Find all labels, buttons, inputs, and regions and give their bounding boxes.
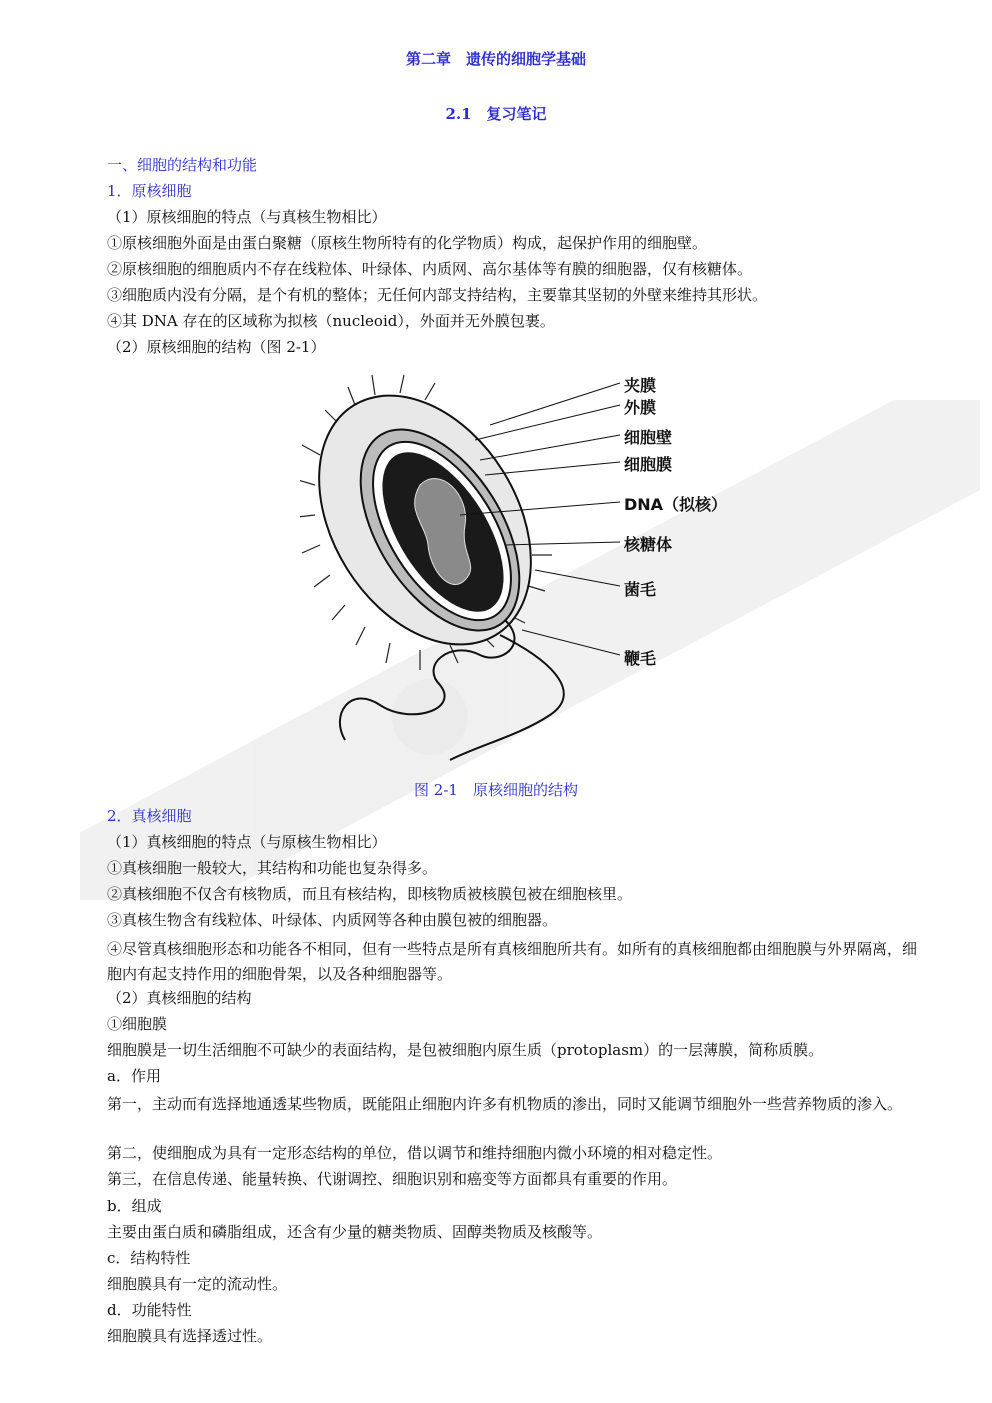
eukaryote-structure-heading: （2）真核细胞的结构 bbox=[107, 989, 252, 1007]
function-item-1: 第一，主动而有选择地通透某些物质，既能阻止细胞内许多有机物质的渗出，同时又能调节细胞外一些营养物质的渗入。 bbox=[107, 1095, 903, 1113]
figure-caption: 图 2-1 原核细胞的结构 bbox=[414, 781, 578, 799]
membrane-definition: 细胞膜是一切生活细胞不可缺少的表面结构，是包被细胞内原生质（protoplasm）的一层薄膜，简称质膜。 bbox=[107, 1041, 824, 1059]
prokaryote-features-heading: （1）原核细胞的特点（与真核生物相比） bbox=[107, 208, 387, 226]
label-dna-nucleoid: DNA（拟核） bbox=[624, 495, 728, 514]
eukaryote-item-2: ②真核细胞不仅含有核物质，而且有核结构，即核物质被核膜包被在细胞核里。 bbox=[107, 885, 633, 903]
prokaryote-item-3: ③细胞质内没有分隔，是个有机的整体；无任何内部支持结构，主要靠其坚韧的外壁来维持其形状。 bbox=[107, 286, 768, 304]
function-heading: a．作用 bbox=[107, 1067, 161, 1085]
composition-text: 主要由蛋白质和磷脂组成，还含有少量的糖类物质、固醇类物质及核酸等。 bbox=[107, 1223, 603, 1241]
function-item-2: 第二，使细胞成为具有一定形态结构的单位，借以调节和维持细胞内微小环境的相对稳定性。 bbox=[107, 1144, 723, 1162]
composition-heading: b．组成 bbox=[107, 1197, 162, 1215]
prokaryote-item-1: ①原核细胞外面是由蛋白聚糖（原核生物所特有的化学物质）构成，起保护作用的细胞壁。 bbox=[107, 234, 708, 252]
section-title: 2.1 复习笔记 bbox=[445, 105, 547, 123]
function-feature-text: 细胞膜具有选择透过性。 bbox=[107, 1327, 273, 1345]
label-ribosome: 核糖体 bbox=[624, 535, 673, 554]
membrane-heading: ①细胞膜 bbox=[107, 1015, 168, 1033]
eukaryote-heading: 2．真核细胞 bbox=[107, 807, 192, 825]
label-capsule: 夹膜 bbox=[624, 376, 657, 395]
function-feature-heading: d．功能特性 bbox=[107, 1301, 192, 1319]
label-flagellum: 鞭毛 bbox=[624, 649, 657, 668]
label-pili: 菌毛 bbox=[624, 580, 657, 599]
structure-feature-heading: c．结构特性 bbox=[107, 1249, 191, 1267]
section-heading: 一、细胞的结构和功能 bbox=[107, 156, 258, 174]
prokaryote-item-2: ②原核细胞的细胞质内不存在线粒体、叶绿体、内质网、高尔基体等有膜的细胞器，仅有核糖体。 bbox=[107, 260, 753, 278]
eukaryote-item-4: ④尽管真核细胞形态和功能各不相同，但有一些特点是所有真核细胞所共有。如所有的真核细胞都由细胞膜与外界隔离，细胞内有起支持作用的细胞骨架，以及各种细胞器等。 bbox=[107, 940, 918, 983]
label-cell-membrane: 细胞膜 bbox=[624, 455, 673, 474]
chapter-title: 第二章 遗传的细胞学基础 bbox=[405, 50, 586, 68]
label-cell-wall: 细胞壁 bbox=[624, 428, 673, 447]
eukaryote-item-1: ①真核细胞一般较大，其结构和功能也复杂得多。 bbox=[107, 859, 438, 877]
eukaryote-features-heading: （1）真核细胞的特点（与原核生物相比） bbox=[107, 833, 387, 851]
prokaryote-heading: 1．原核细胞 bbox=[107, 182, 192, 200]
prokaryote-item-4: ④其 DNA 存在的区域称为拟核（nucleoid），外面并无外膜包裹。 bbox=[107, 312, 555, 330]
function-item-3: 第三，在信息传递、能量转换、代谢调控、细胞识别和癌变等方面都具有重要的作用。 bbox=[107, 1170, 678, 1188]
eukaryote-item-3: ③真核生物含有线粒体、叶绿体、内质网等各种由膜包被的细胞器。 bbox=[107, 911, 558, 929]
label-outer-membrane: 外膜 bbox=[624, 398, 657, 417]
structure-feature-text: 细胞膜具有一定的流动性。 bbox=[107, 1275, 288, 1293]
prokaryote-structure-heading: （2）原核细胞的结构（图 2-1） bbox=[107, 338, 326, 356]
